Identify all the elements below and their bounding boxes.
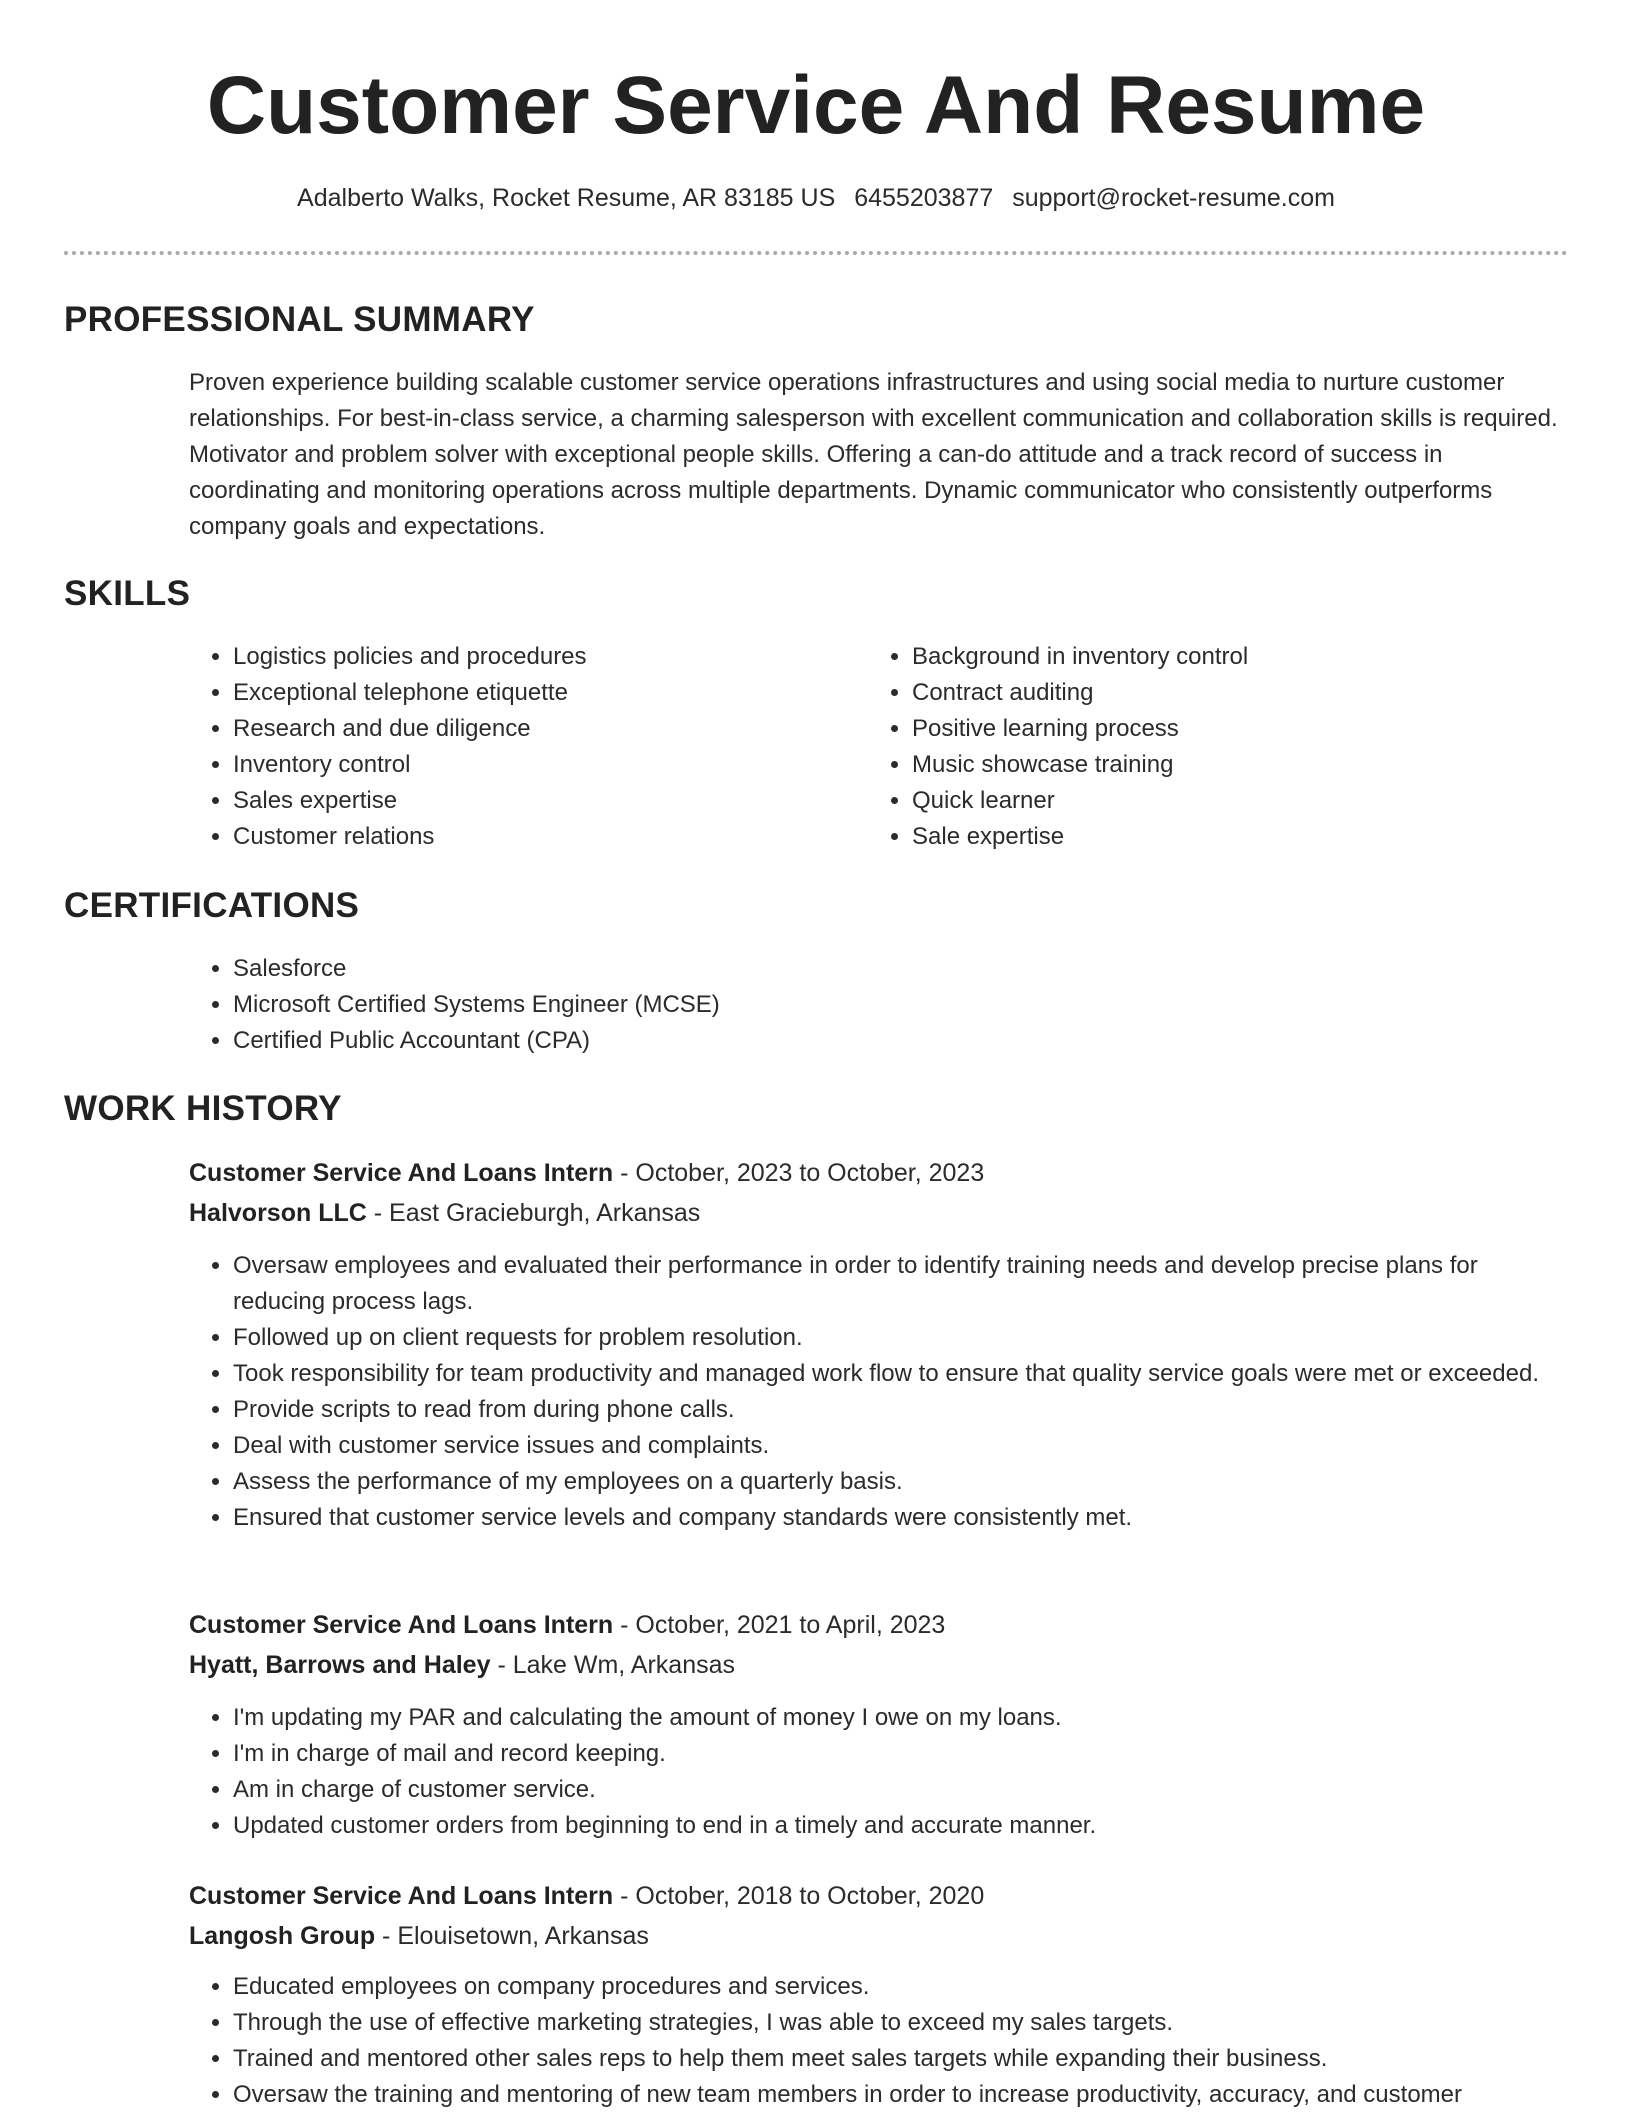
job-location: - Elouisetown, Arkansas <box>375 1922 649 1950</box>
job-location: - East Gracieburgh, Arkansas <box>366 1199 701 1227</box>
list-item: • Positive learning process <box>912 711 1552 747</box>
list-item: • Salesforce <box>233 951 1133 987</box>
list-item: • Educated employees on company procedures and services. <box>233 1969 1569 2005</box>
job-dates: - October, 2021 to April, 2023 <box>613 1611 946 1639</box>
list-item: • Music showcase training <box>912 747 1552 783</box>
job-company: Hyatt, Barrows and Haley <box>189 1651 491 1679</box>
skills-heading: SKILLS <box>64 574 191 613</box>
certifications-heading: CERTIFICATIONS <box>64 886 360 925</box>
job-location: - Lake Wm, Arkansas <box>490 1651 736 1679</box>
job-bullets <box>189 1248 1569 1536</box>
certifications-list <box>189 951 1133 1059</box>
summary-heading: PROFESSIONAL SUMMARY <box>64 300 535 339</box>
list-item: • Sale expertise <box>912 819 1552 855</box>
job-role: Customer Service And Loans Intern <box>189 1159 614 1187</box>
list-item: • Customer relations <box>233 819 853 855</box>
list-item: • Logistics policies and procedures <box>233 639 853 675</box>
list-item: • Oversaw the training and mentoring of new team members in order to increase productivity, accuracy, and customer <box>233 2077 1569 2113</box>
skills-list-left <box>189 639 853 855</box>
list-item: • Microsoft Certified Systems Engineer (MCSE) <box>233 987 1133 1023</box>
work-history-heading: WORK HISTORY <box>64 1089 342 1128</box>
list-item: • Updated customer orders from beginning to end in a timely and accurate manner. <box>233 1808 1569 1844</box>
list-item: • I'm updating my PAR and calculating the amount of money I owe on my loans. <box>233 1700 1569 1736</box>
job-role: Customer Service And Loans Intern <box>189 1882 614 1910</box>
job-company: Halvorson LLC <box>189 1199 367 1227</box>
contact-phone: 6455203877 <box>854 184 994 212</box>
list-item: • Oversaw employees and evaluated their performance in order to identify training needs and develop precise plans for reducing process lags. <box>233 1248 1569 1320</box>
list-item: • Am in charge of customer service. <box>233 1772 1569 1808</box>
list-item: • Took responsibility for team productivity and managed work flow to ensure that quality service goals were met or exceeded. <box>233 1356 1569 1392</box>
summary-text: Proven experience building scalable customer service operations infrastructures and using social media to nurture customer relationships. For best-in-class service, a charming salesperson with excellent communication and collaboration skills is required. Motivator and problem solver with exceptional people skills. Offering a can-do attitude and a track record of success in coordinating and monitoring operations across multiple departments. Dynamic communicator who consistently outperforms company goals and expectations. <box>189 369 1558 540</box>
list-item: • Deal with customer service issues and complaints. <box>233 1428 1569 1464</box>
job-title-line <box>189 1876 984 1916</box>
list-item: • Trained and mentored other sales reps to help them meet sales targets while expanding their business. <box>233 2041 1569 2077</box>
job-bullets <box>189 1700 1569 1844</box>
contact-line <box>0 180 1632 216</box>
list-item: • Sales expertise <box>233 783 853 819</box>
job-company: Langosh Group <box>189 1922 376 1950</box>
skills-list-right <box>868 639 1552 855</box>
list-item: • Ensured that customer service levels and company standards were consistently met. <box>233 1500 1569 1536</box>
resume-title: Customer Service And Resume <box>206 60 1426 151</box>
job-dates: - October, 2018 to October, 2020 <box>613 1882 985 1910</box>
list-item: • Assess the performance of my employees on a quarterly basis. <box>233 1464 1569 1500</box>
list-item: • Background in inventory control <box>912 639 1552 675</box>
list-item: • Contract auditing <box>912 675 1552 711</box>
job-title-line <box>189 1153 984 1193</box>
job-company-line <box>189 1193 700 1233</box>
list-item: • Inventory control <box>233 747 853 783</box>
contact-email: support@rocket-resume.com <box>1012 184 1335 212</box>
job-role: Customer Service And Loans Intern <box>189 1611 614 1639</box>
job-company-line <box>189 1916 649 1956</box>
list-item: • Research and due diligence <box>233 711 853 747</box>
header-divider <box>64 251 1568 255</box>
job-bullets <box>189 1969 1569 2113</box>
list-item: • Exceptional telephone etiquette <box>233 675 853 711</box>
job-company-line <box>189 1645 735 1685</box>
job-dates: - October, 2023 to October, 2023 <box>613 1159 985 1187</box>
job-title-line <box>189 1605 945 1645</box>
list-item: • Quick learner <box>912 783 1552 819</box>
list-item: • Through the use of effective marketing strategies, I was able to exceed my sales targets. <box>233 2005 1569 2041</box>
list-item: • Certified Public Accountant (CPA) <box>233 1023 1133 1059</box>
list-item: • Provide scripts to read from during phone calls. <box>233 1392 1569 1428</box>
contact-address: Adalberto Walks, Rocket Resume, AR 83185 US <box>297 184 836 212</box>
list-item: • Followed up on client requests for problem resolution. <box>233 1320 1569 1356</box>
list-item: • I'm in charge of mail and record keeping. <box>233 1736 1569 1772</box>
